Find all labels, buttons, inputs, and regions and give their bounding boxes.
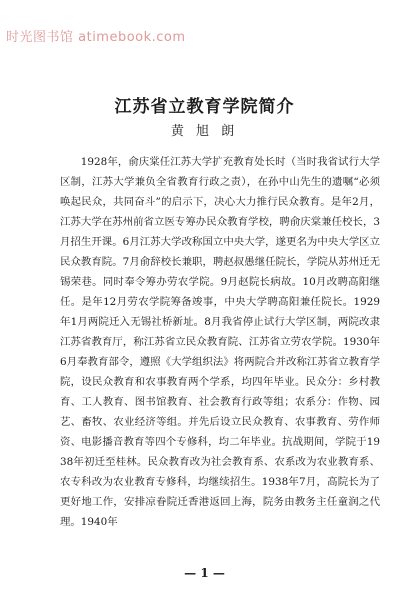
paragraph: 1928年，俞庆棠任江苏大学扩充教育处长时（当时我省试行大学区制，江苏大学兼负全省教育行政之责），在孙中山先生的遗嘱“必须唤起民众，共同奋斗”的启示下，决心大力推行民众教育。是年2月，江苏大学在苏州前省立医专筹办民众教育学校，聘俞庆棠兼任校长，3月招生开课。6月江苏大学改称国立中央大学，遂更名为中央大学区立民众教育院。7月俞辞校长兼职，聘赵叔愚继任院长，学院从苏州迁无锡荣巷。同时奉令筹办劳农学院。9月赵院长病故。10月改聘高阳继任。是年12月劳农学院筹备竣事，中央大学聘高阳兼任院长。1929年1月两院迁入无锡社桥新址。8月我省停止试行大学区制，两院改隶江苏省教育厅，称江苏省立民众教育院、江苏省立劳农学院。1930年6月奉教育部令，遵照《大学组织法》将两院合并改称江苏省立教育学院，设民众教育和农事教育两个学系，均四年毕业。民众分：乡村教育、工人教育、图书馆教育、社会教育行政等组；农系分：作物、园艺、畜牧、农业经济等组。并先后设立民众教育、农事教育、劳作师资、电影播音教育等四个专修科，均二年毕业。抗战期间，学院于1938年初迁至桂林。民众教育改为社会教育系、农系改为农业教育系、农专科改为农业教育专修科，均继续招生。1938年7月，高院长为了更好地工作，安排凉眷院迁香港返回上海，院务由教务主任童润之代理。1940年 xyxy=(60,156,380,528)
author-name: 黄 旭 朗 xyxy=(170,124,239,139)
watermark: 时光图书馆 atimebook.com xyxy=(6,30,186,45)
body-text xyxy=(60,152,380,532)
document-title: 江苏省立教育学院简介 xyxy=(114,97,295,117)
page-number: — 1 — xyxy=(184,566,225,580)
